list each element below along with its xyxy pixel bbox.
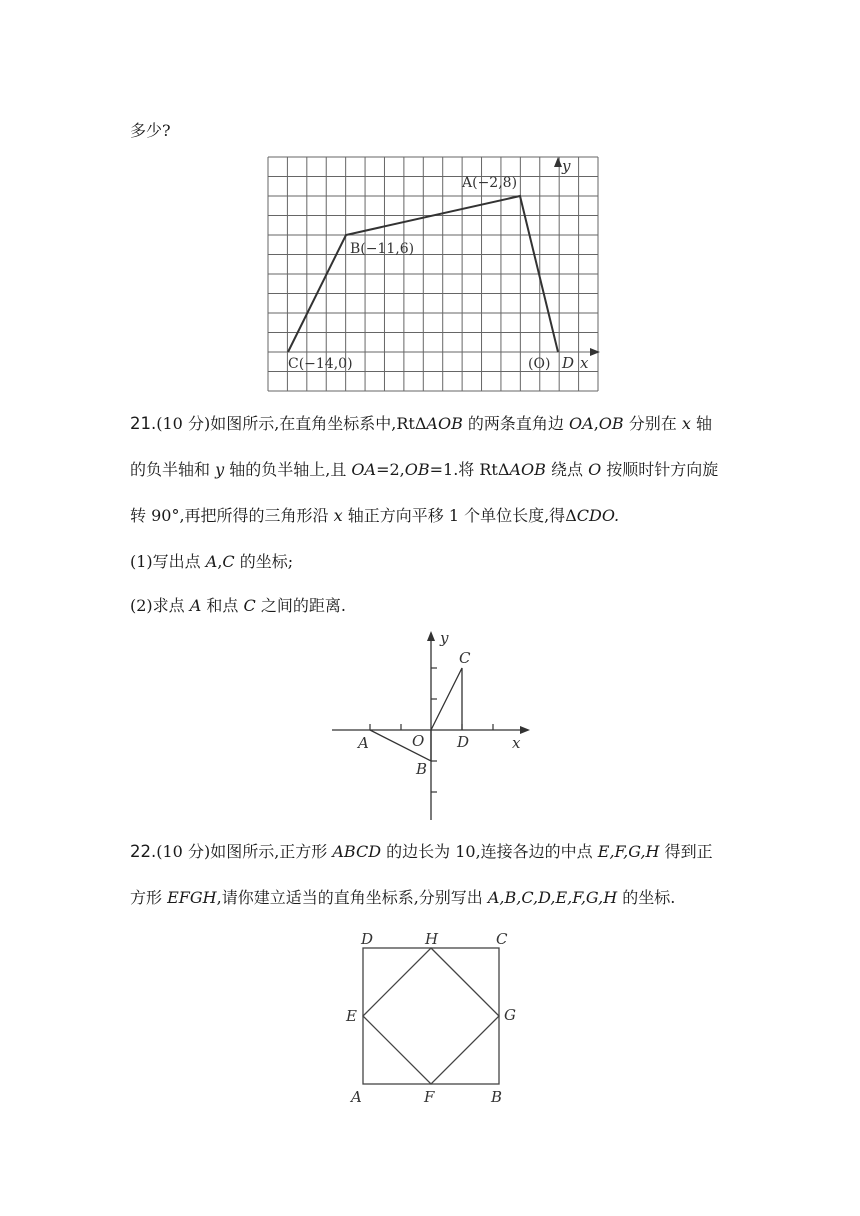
label-point-b: B (416, 760, 428, 778)
q21-sub-2: (2)求点 A 和点 C 之间的距离. (130, 596, 346, 615)
y-axis-arrow (427, 631, 435, 641)
label-point-d: D (562, 354, 575, 372)
y-axis-arrow (554, 157, 562, 167)
label-point-b: B (491, 1088, 503, 1106)
label-point-c: C(−14,0) (288, 356, 353, 372)
figure-grid-quadrilateral (264, 155, 604, 395)
label-axis-y: y (562, 157, 571, 175)
label-point-a: A (358, 734, 369, 752)
square-abcd (363, 948, 499, 1084)
label-point-a: A (351, 1088, 362, 1106)
label-point-c: C (496, 930, 508, 948)
q22-line-2: 方形 EFGH,请你建立适当的直角坐标系,分别写出 A,B,C,D,E,F,G,H 的坐标. (130, 888, 676, 907)
figure-axes-triangles (330, 628, 550, 823)
label-point-c: C (459, 649, 471, 667)
label-point-d: D (361, 930, 374, 948)
q21-line-2: 的负半轴和 y 轴的负半轴上,且 OA=2,OB=1.将 RtΔAOB 绕点 O 按顺时针方向旋 (130, 460, 719, 479)
label-point-g: G (504, 1006, 516, 1024)
q21-sub-1: (1)写出点 A,C 的坐标; (130, 552, 294, 571)
square-efgh (363, 948, 499, 1084)
label-axis-x: x (512, 734, 521, 752)
figure-square-inscribed (340, 928, 540, 1108)
label-axis-x: x (580, 354, 589, 372)
label-point-a: A(−2,8) (462, 175, 518, 191)
prev-question-tail: 多少? (130, 121, 171, 140)
q21-line-1: 21.(10 分)如图所示,在直角坐标系中,RtΔAOB 的两条直角边 OA,OB 分别在 x 轴 (130, 414, 712, 433)
label-point-e: E (346, 1007, 357, 1025)
label-point-b: B(−11,6) (350, 241, 415, 257)
label-point-f: F (424, 1088, 435, 1106)
label-axis-y: y (440, 629, 449, 647)
label-point-d: D (457, 733, 470, 751)
x-axis-arrow (520, 726, 530, 734)
q22-line-1: 22.(10 分)如图所示,正方形 ABCD 的边长为 10,连接各边的中点 E,F,G,H 得到正 (130, 842, 713, 861)
q21-line-3: 转 90°,再把所得的三角形沿 x 轴正方向平移 1 个单位长度,得ΔCDO. (130, 506, 620, 525)
label-point-o: O (412, 732, 425, 750)
label-point-h: H (425, 930, 439, 948)
label-point-o: (O) (528, 356, 551, 372)
